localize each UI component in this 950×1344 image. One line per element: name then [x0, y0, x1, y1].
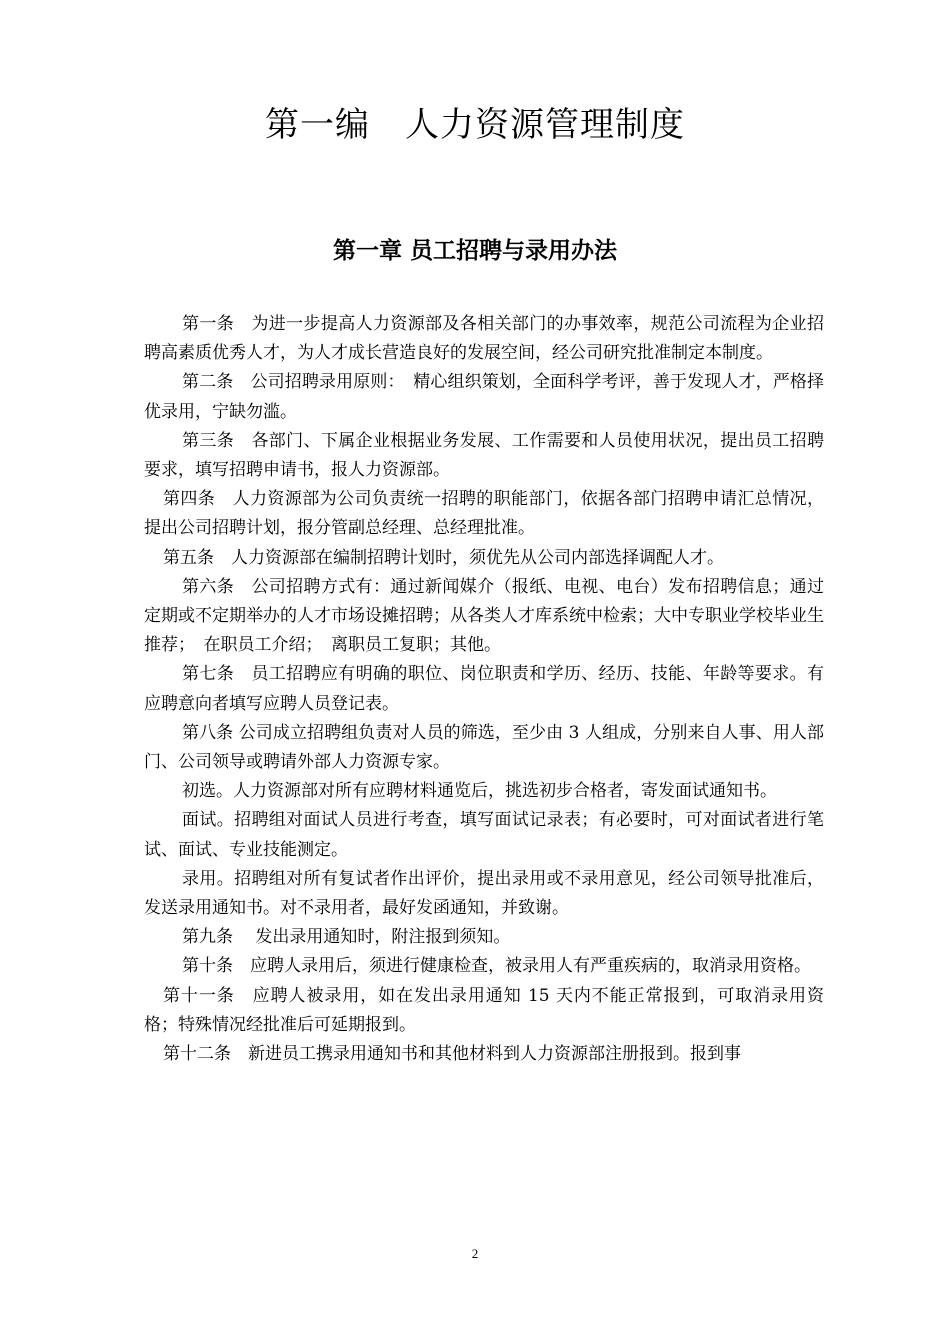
- chapter-title: 第一章 员工招聘与录用办法: [332, 238, 617, 264]
- article-3-paragraph: 第三条 各部门、下属企业根据业务发展、工作需要和人员使用状况，提出员工招聘要求，填写招聘申请书，报人力资源部。: [144, 430, 824, 481]
- article-10-paragraph: 第十条 应聘人录用后，须进行健康检查，被录用人有严重疾病的，取消录用资格。: [182, 956, 811, 977]
- page-number: 2: [471, 1246, 479, 1261]
- article-4-paragraph: 第四条 人力资源部为公司负责统一招聘的职能部门，依据各部门招聘申请汇总情况，提出公司招聘计划，报分管副总经理、总经理批准。: [144, 489, 824, 539]
- article-1-paragraph: 第一条 为进一步提高人力资源部及各相关部门的办事效率，规范公司流程为企业招聘高素质优秀人才，为人才成长营造良好的发展空间，经公司研究批准制定本制度。: [144, 314, 824, 364]
- document-body: [144, 310, 824, 1069]
- article-6-paragraph: 第六条 公司招聘方式有：通过新闻媒介（报纸、电视、电台）发布招聘信息；通过定期或不定期举办的人才市场设摊招聘；从各类人才库系统中检索；大中专职业学校毕业生推荐； 在职员工介绍； 离职员工复职；其他。: [144, 576, 824, 656]
- article-11-paragraph: 第十一条 应聘人被录用，如在发出录用通知 15 天内不能正常报到，可取消录用资格；特殊情况经批准后可延期报到。: [144, 985, 824, 1035]
- article-9-paragraph: 第九条 发出录用通知时，附注报到须知。: [182, 927, 511, 948]
- article-7-paragraph: 第七条 员工招聘应有明确的职位、岗位职责和学历、经历、技能、年龄等要求。有应聘意向者填写应聘人员登记表。: [144, 664, 824, 714]
- document-main-title: 第一编 人力资源管理制度: [265, 105, 685, 145]
- article-12-paragraph: 第十二条 新进员工携录用通知书和其他材料到人力资源部注册报到。报到事: [163, 1044, 741, 1065]
- hiring-paragraph: 录用。招聘组对所有复试者作出评价，提出录用或不录用意见，经公司领导批准后，发送录用通知书。对不录用者，最好发函通知，并致谢。: [144, 868, 824, 919]
- initial-screening-paragraph: 初选。人力资源部对所有应聘材料通览后，挑选初步合格者，寄发面试通知书。: [182, 781, 777, 802]
- article-5-paragraph: 第五条 人力资源部在编制招聘计划时，须优先从公司内部选择调配人才。: [163, 547, 724, 568]
- article-2-paragraph: 第二条 公司招聘录用原则： 精心组织策划，全面科学考评，善于发现人才，严格择优录用，宁缺勿滥。: [144, 372, 824, 422]
- interview-paragraph: 面试。招聘组对面试人员进行考查，填写面试记录表；有必要时，可对面试者进行笔试、面试、专业技能测定。: [144, 810, 824, 860]
- article-8-paragraph: 第八条 公司成立招聘组负责对人员的筛选，至少由 3 人组成，分别来自人事、用人部门、公司领导或聘请外部人力资源专家。: [144, 722, 824, 773]
